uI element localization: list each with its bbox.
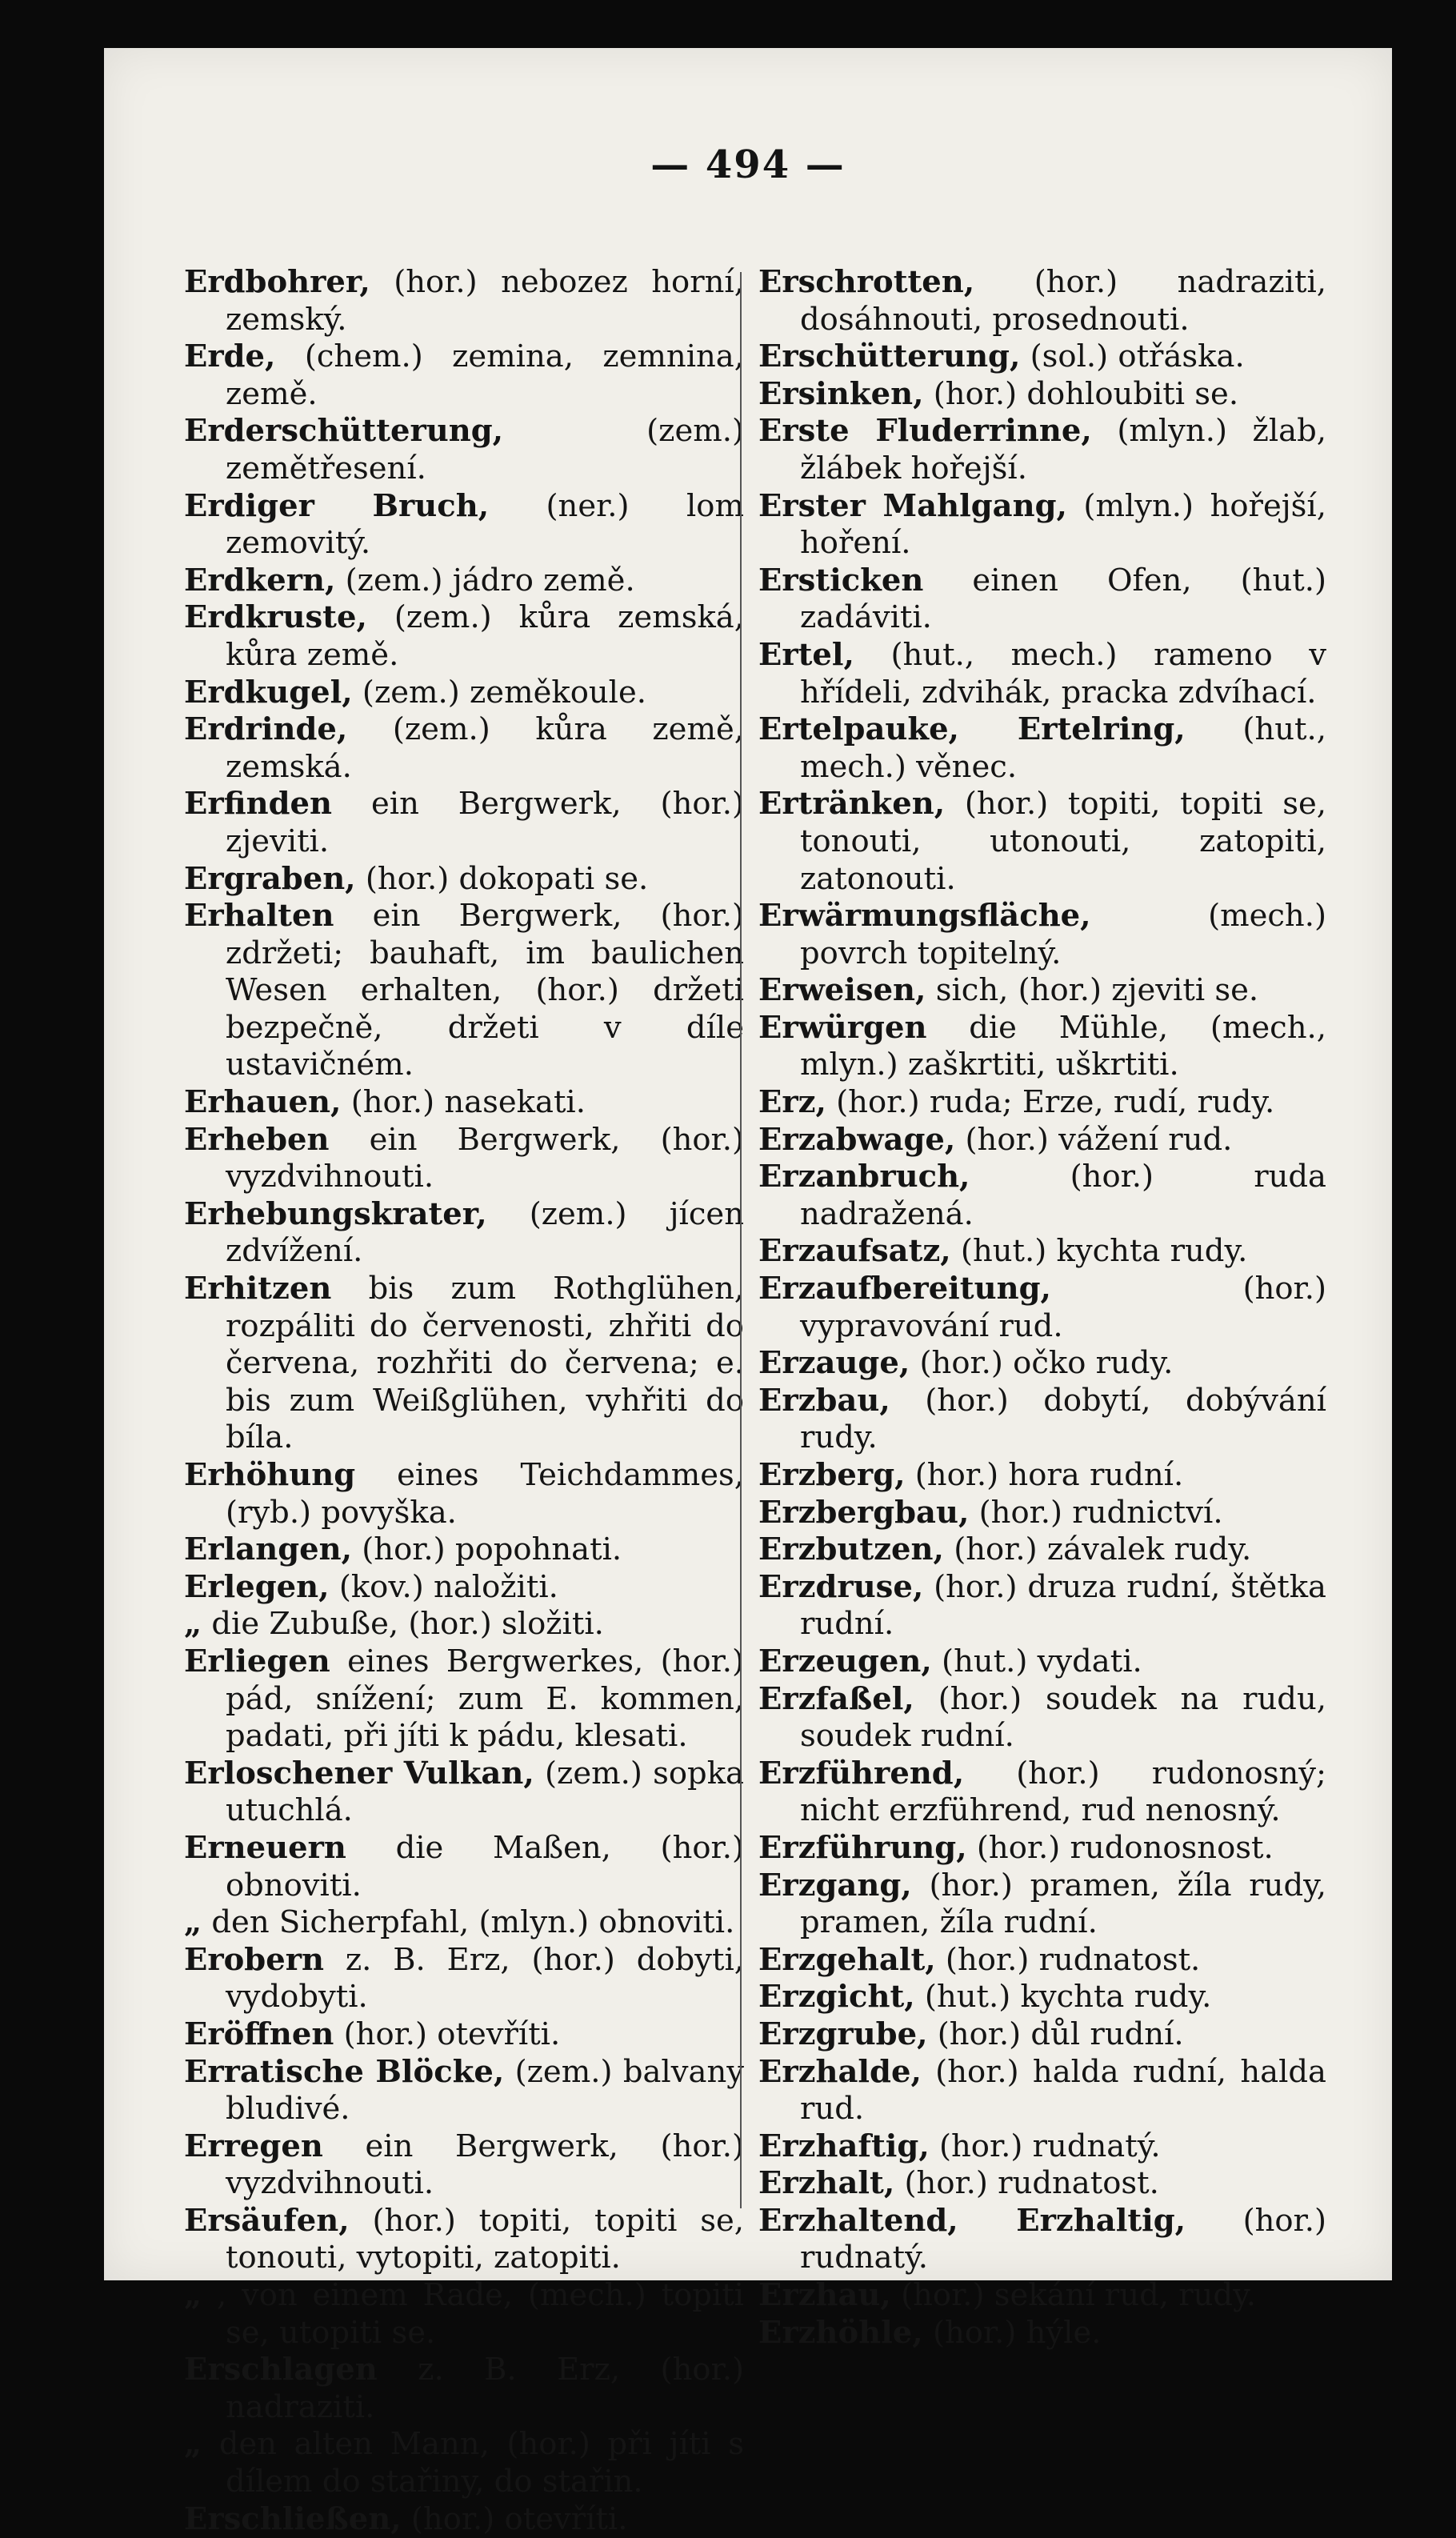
dictionary-entry <box>758 264 1326 338</box>
entry-definition: (zem.) kůra země, zemská. <box>226 711 744 785</box>
entry-headword: Erwürgen <box>758 1009 927 1046</box>
entry-definition: (sol.) otřáska. <box>1030 338 1245 375</box>
entry-headword: Eröffnen <box>184 2016 334 2052</box>
dictionary-entry <box>184 1196 744 1271</box>
entry-definition: (hut.) vydati. <box>942 1643 1142 1679</box>
entry-definition: (hor.) druza rudní, štětka rudní. <box>800 1568 1326 1643</box>
entry-definition: z. B. Erz, (hor.) nadraziti. <box>226 2352 744 2425</box>
entry-definition: (zem.) jádro země. <box>345 562 635 598</box>
dictionary-entry <box>758 1159 1326 1233</box>
dictionary-entry <box>184 2352 744 2426</box>
entry-headword: Erde, <box>184 338 276 375</box>
dictionary-entry <box>184 2426 744 2500</box>
dictionary-entry <box>184 2501 744 2538</box>
entry-definition: (hor.) hýle. <box>932 2314 1102 2351</box>
entry-headword: Ersticken <box>758 562 924 598</box>
entry-definition: (hor.) dohloubiti se. <box>933 375 1239 412</box>
entry-headword: Erste Fluderrinne, <box>758 413 1092 450</box>
entry-headword: Erobern <box>184 1941 324 1978</box>
entry-headword: Erzhalde, <box>758 2053 922 2090</box>
dictionary-entry <box>758 1383 1326 1457</box>
entry-definition: (zem.) balvany bludivé. <box>226 2053 744 2128</box>
entry-definition: eines Teichdammes, (ryb.) povyška. <box>226 1457 744 1531</box>
entry-headword: Erschütterung, <box>758 338 1021 375</box>
entry-definition: (hor.) důl rudní. <box>937 2016 1184 2052</box>
dictionary-entry <box>184 1457 744 1531</box>
entry-definition: die Zubuße, (hor.) složiti. <box>211 1606 604 1643</box>
entry-definition: bis zum Rothglühen, rozpáliti do červenosti, zhřiti do červena, rozhřiti do červena; e. bis zum Weißglühen, vyhřiti do bíla. <box>226 1271 744 1456</box>
entry-headword: Ertränken, <box>758 786 946 823</box>
entry-headword: Erhalten <box>184 898 334 935</box>
entry-definition: (hor.) nadraziti, dosáhnouti, prosednouti. <box>800 264 1326 338</box>
entry-definition: (hor.) topiti, topiti se, tonouti, vytopiti, zatopiti. <box>226 2202 744 2276</box>
entry-definition: (hor.) hora rudní. <box>914 1457 1184 1493</box>
entry-headword: Erlegen, <box>184 1568 330 1605</box>
entry-headword: Erzbergbau, <box>758 1494 970 1531</box>
dictionary-entry <box>758 1569 1326 1643</box>
entry-headword: Ertelpauke, Ertelring, <box>758 711 1186 748</box>
dictionary-entry <box>758 972 1326 1010</box>
entry-headword: Erzeugen, <box>758 1643 932 1679</box>
entry-headword: Erzführung, <box>758 1829 967 1866</box>
dictionary-entry <box>758 1084 1326 1122</box>
entry-definition: den alten Mann, (hor.) při jíti s dílem do stařiny, do stařin. <box>218 2426 744 2500</box>
dictionary-entry <box>758 376 1326 414</box>
entry-headword: Erratische Blöcke, <box>184 2053 505 2090</box>
dictionary-entry <box>758 2203 1326 2277</box>
entry-headword: „ <box>184 2426 202 2463</box>
entry-definition: (mlyn.) žlab, žlábek hořejší. <box>800 413 1326 486</box>
entry-definition: z. B. Erz, (hor.) dobyti, vydobyti. <box>226 1941 744 2016</box>
entry-headword: Erzaufbereitung, <box>758 1271 1051 1307</box>
entry-headword: Erzbau, <box>758 1382 890 1419</box>
dictionary-entry <box>184 488 744 562</box>
entry-definition: (zem.) sopka utuchlá. <box>226 1755 744 1829</box>
dictionary-entry <box>758 637 1326 711</box>
entry-definition: (hor.) rudnatý. <box>800 2202 1326 2276</box>
dictionary-entry <box>758 1271 1326 1345</box>
entry-headword: Erzabwage, <box>758 1121 956 1158</box>
entry-definition: ein Bergwerk, (hor.) vyzdvihnouti. <box>226 1121 744 1195</box>
dictionary-entry <box>184 2128 744 2203</box>
entry-definition: (mlyn.) hořejší, hoření. <box>800 487 1326 562</box>
entry-definition: (ner.) lom zemovitý. <box>226 487 744 562</box>
entry-definition: (hor.) vypravování rud. <box>800 1271 1326 1344</box>
entry-definition: sich, (hor.) zjeviti se. <box>935 972 1259 1009</box>
dictionary-entry <box>758 1122 1326 1159</box>
entry-definition: (chem.) zemina, zemnina, země. <box>226 338 744 412</box>
entry-headword: Erzhau, <box>758 2277 891 2314</box>
dictionary-entry <box>758 1979 1326 2016</box>
entry-definition: (hor.) rudonosnost. <box>976 1829 1274 1866</box>
entry-definition: (zem.) jícen zdvížení. <box>226 1195 744 1270</box>
entry-headword: Ertel, <box>758 636 854 673</box>
dictionary-entry <box>758 1942 1326 1980</box>
dictionary-entry <box>184 1122 744 1196</box>
dictionary-entry <box>758 2128 1326 2166</box>
entry-definition: (hor.) topiti, topiti se, tonouti, utonouti, zatopiti, zatonouti. <box>800 786 1326 897</box>
entry-headword: Erhöhung <box>184 1457 356 1493</box>
dictionary-page <box>104 48 1392 2537</box>
entry-definition: (hor.) ruda nadražená. <box>800 1159 1326 1232</box>
entry-headword: Erschrotten, <box>758 264 975 300</box>
entry-definition: (hor.) vážení rud. <box>965 1121 1233 1158</box>
entry-definition: (hor.) halda rudní, halda rud. <box>800 2053 1326 2128</box>
entry-headword: Erster Mahlgang, <box>758 487 1067 524</box>
left-column <box>184 264 744 2538</box>
entry-headword: Erzhaltend, Erzhaltig, <box>758 2202 1186 2239</box>
dictionary-entry <box>184 1531 744 1569</box>
entry-headword: „ <box>184 1606 202 1643</box>
entry-headword: Ersäufen, <box>184 2202 350 2239</box>
column-divider <box>740 272 742 2208</box>
dictionary-entry <box>758 562 1326 637</box>
dictionary-entry <box>758 488 1326 562</box>
entry-definition: (hor.) rudonosný; nicht erzführend, rud nenosný. <box>800 1755 1326 1829</box>
dictionary-entry <box>184 1643 744 1755</box>
dictionary-entry <box>758 1233 1326 1271</box>
dictionary-entry <box>758 711 1326 786</box>
entry-definition: die Maßen, (hor.) obnoviti. <box>226 1829 744 1904</box>
dictionary-entry <box>758 2315 1326 2352</box>
entry-headword: Erdkruste, <box>184 599 367 636</box>
dictionary-entry <box>758 1457 1326 1495</box>
entry-headword: Erlangen, <box>184 1531 353 1568</box>
dictionary-entry <box>184 413 744 487</box>
entry-definition: (hor.) popohnati. <box>362 1531 622 1568</box>
entry-definition: die Mühle, (mech., mlyn.) zaškrtiti, uškrtiti. <box>800 1009 1326 1083</box>
dictionary-entry <box>758 1830 1326 1867</box>
dictionary-entry <box>184 2054 744 2128</box>
entry-definition: ein Bergwerk, (hor.) zdržeti; bauhaft, im baulichen Wesen erhalten, (hor.) držeti bezpečně, držeti v díle ustavičném. <box>226 898 744 1083</box>
entry-headword: Erzgrube, <box>758 2016 928 2052</box>
entry-headword: Erregen <box>184 2128 323 2164</box>
dictionary-entry <box>758 1681 1326 1755</box>
dictionary-entry <box>758 1643 1326 1681</box>
right-column <box>758 264 1326 2352</box>
entry-headword: Erzgehalt, <box>758 1941 936 1978</box>
entry-headword: Erdkern, <box>184 562 336 598</box>
entry-headword: Erdbohrer, <box>184 264 370 300</box>
dictionary-entry <box>184 861 744 899</box>
entry-definition: ein Bergwerk, (hor.) zjeviti. <box>226 786 744 859</box>
entry-definition: (kov.) naložiti. <box>338 1568 558 1605</box>
entry-definition: den Sicherpfahl, (mlyn.) obnoviti. <box>211 1904 735 1941</box>
entry-headword: Erzauge, <box>758 1345 910 1382</box>
dictionary-entry <box>184 2016 744 2054</box>
entry-definition: (zem.) zeměkoule. <box>362 674 647 711</box>
entry-definition: (hor.) otevříti. <box>410 2500 628 2537</box>
entry-headword: Erzführend, <box>758 1755 965 1791</box>
entry-headword: Erzfaßel, <box>758 1680 914 1717</box>
dictionary-entry <box>758 1495 1326 1532</box>
entry-headword: Erzaufsatz, <box>758 1233 951 1270</box>
page-number: — 494 — <box>650 142 846 187</box>
entry-headword: Erweisen, <box>758 972 926 1009</box>
entry-headword: Erloschener Vulkan, <box>184 1755 534 1791</box>
dictionary-entry <box>758 413 1326 487</box>
entry-headword: Erschlagen <box>184 2352 378 2388</box>
dictionary-entry <box>184 264 744 338</box>
dictionary-entry <box>184 562 744 600</box>
dictionary-entry <box>184 786 744 860</box>
dictionary-entry <box>184 711 744 786</box>
entry-definition: ein Bergwerk, (hor.) vyzdvihnouti. <box>226 2128 744 2202</box>
dictionary-entry <box>184 1084 744 1122</box>
entry-definition: (hut., mech.) rameno v hřídeli, zdvihák, pracka zdvíhací. <box>800 636 1326 711</box>
entry-headword: Erhauen, <box>184 1084 342 1121</box>
entry-definition: einen Ofen, (hut.) zadáviti. <box>800 562 1326 636</box>
entry-definition: (hut., mech.) věnec. <box>800 711 1326 785</box>
dictionary-entry <box>184 1755 744 1830</box>
dictionary-entry <box>184 1830 744 1904</box>
entry-definition: (hor.) sekání rud, rudy. <box>901 2277 1256 2314</box>
dictionary-entry <box>184 2277 744 2352</box>
entry-headword: Ergraben, <box>184 860 356 897</box>
dictionary-entry <box>758 1531 1326 1569</box>
entry-headword: Erzhalt, <box>758 2165 895 2202</box>
dictionary-entry <box>758 786 1326 898</box>
dictionary-entry <box>184 2203 744 2277</box>
entry-headword: Erzhöhle, <box>758 2314 923 2351</box>
entry-headword: „ <box>184 1904 202 1941</box>
entry-headword: Erzberg, <box>758 1457 906 1493</box>
entry-headword: Erderschütterung, <box>184 413 504 450</box>
dictionary-entry <box>758 2054 1326 2128</box>
entry-definition: (hor.) soudek na rudu, soudek rudní. <box>800 1680 1326 1755</box>
entry-definition: (hut.) kychta rudy. <box>924 1979 1212 2016</box>
dictionary-entry <box>184 1942 744 2016</box>
entry-definition: eines Bergwerkes, (hor.) pád, snížení; zum E. kommen, padati, při jíti k pádu, klesati. <box>226 1643 744 1755</box>
entry-headword: Erliegen <box>184 1643 330 1679</box>
entry-headword: Erdkugel, <box>184 674 353 711</box>
dictionary-entry <box>184 675 744 712</box>
dictionary-entry <box>184 1271 744 1457</box>
entry-headword: Erhebungskrater, <box>184 1195 487 1232</box>
entry-headword: Erzdruse, <box>758 1568 924 1605</box>
dictionary-entry <box>758 1867 1326 1942</box>
entry-headword: Erzgicht, <box>758 1979 915 2016</box>
entry-definition: (hor.) nebozez horní, zemský. <box>226 264 744 338</box>
entry-definition: (hor.) rudnatost. <box>945 1941 1201 1978</box>
entry-definition: (hut.) kychta rudy. <box>960 1233 1248 1270</box>
dictionary-entry <box>758 2165 1326 2203</box>
dictionary-entry <box>184 898 744 1084</box>
entry-definition: (hor.) ruda; Erze, rudí, rudy. <box>836 1084 1275 1121</box>
entry-definition: (hor.) otevříti. <box>343 2016 561 2052</box>
entry-definition: (hor.) očko rudy. <box>919 1345 1174 1382</box>
entry-definition: (hor.) závalek rudy. <box>954 1531 1252 1568</box>
entry-headword: Erwärmungsfläche, <box>758 898 1091 935</box>
entry-definition: (hor.) pramen, žíla rudy, pramen, žíla rudní. <box>800 1867 1326 1941</box>
entry-headword: Erschließen, <box>184 2500 402 2537</box>
dictionary-entry <box>758 1755 1326 1830</box>
entry-definition: (mech.) povrch topitelný. <box>800 898 1326 971</box>
dictionary-entry <box>758 338 1326 376</box>
entry-definition: (hor.) rudnatost. <box>904 2165 1159 2202</box>
entry-definition: , von einem Rade, (mech.) topiti se, utopiti se. <box>216 2277 744 2351</box>
entry-headword: Erz, <box>758 1084 826 1121</box>
dictionary-entry <box>184 599 744 674</box>
entry-headword: Erdrinde, <box>184 711 348 748</box>
entry-headword: Erneuern <box>184 1829 346 1866</box>
dictionary-entry <box>184 338 744 413</box>
dictionary-entry <box>184 1904 744 1942</box>
entry-definition: (hor.) nasekati. <box>350 1084 586 1121</box>
entry-definition: (zem.) kůra zemská, kůra země. <box>226 599 744 673</box>
entry-definition: (hor.) dokopati se. <box>365 860 649 897</box>
entry-headword: Erdiger Bruch, <box>184 487 490 524</box>
entry-headword: Erheben <box>184 1121 330 1158</box>
dictionary-entry <box>758 1345 1326 1383</box>
entry-headword: Erzbutzen, <box>758 1531 944 1568</box>
entry-definition: (hor.) rudnatý. <box>938 2128 1161 2164</box>
dictionary-entry <box>184 1606 744 1643</box>
entry-definition: (zem.) zemětřesení. <box>226 413 744 486</box>
dictionary-entry <box>758 1010 1326 1084</box>
entry-headword: Erzhaftig, <box>758 2128 930 2164</box>
entry-headword: Erhitzen <box>184 1271 332 1307</box>
dictionary-entry <box>758 2016 1326 2054</box>
entry-definition: (hor.) rudnictví. <box>978 1494 1223 1531</box>
dictionary-entry <box>758 2277 1326 2315</box>
entry-headword: „ <box>184 2277 202 2314</box>
entry-headword: Erfinden <box>184 786 333 823</box>
entry-headword: Erzanbruch, <box>758 1159 970 1195</box>
entry-headword: Erzgang, <box>758 1867 912 1904</box>
dictionary-entry <box>184 1569 744 1607</box>
dictionary-entry <box>758 898 1326 972</box>
entry-headword: Ersinken, <box>758 375 924 412</box>
entry-definition: (hor.) dobytí, dobývání rudy. <box>800 1382 1326 1456</box>
